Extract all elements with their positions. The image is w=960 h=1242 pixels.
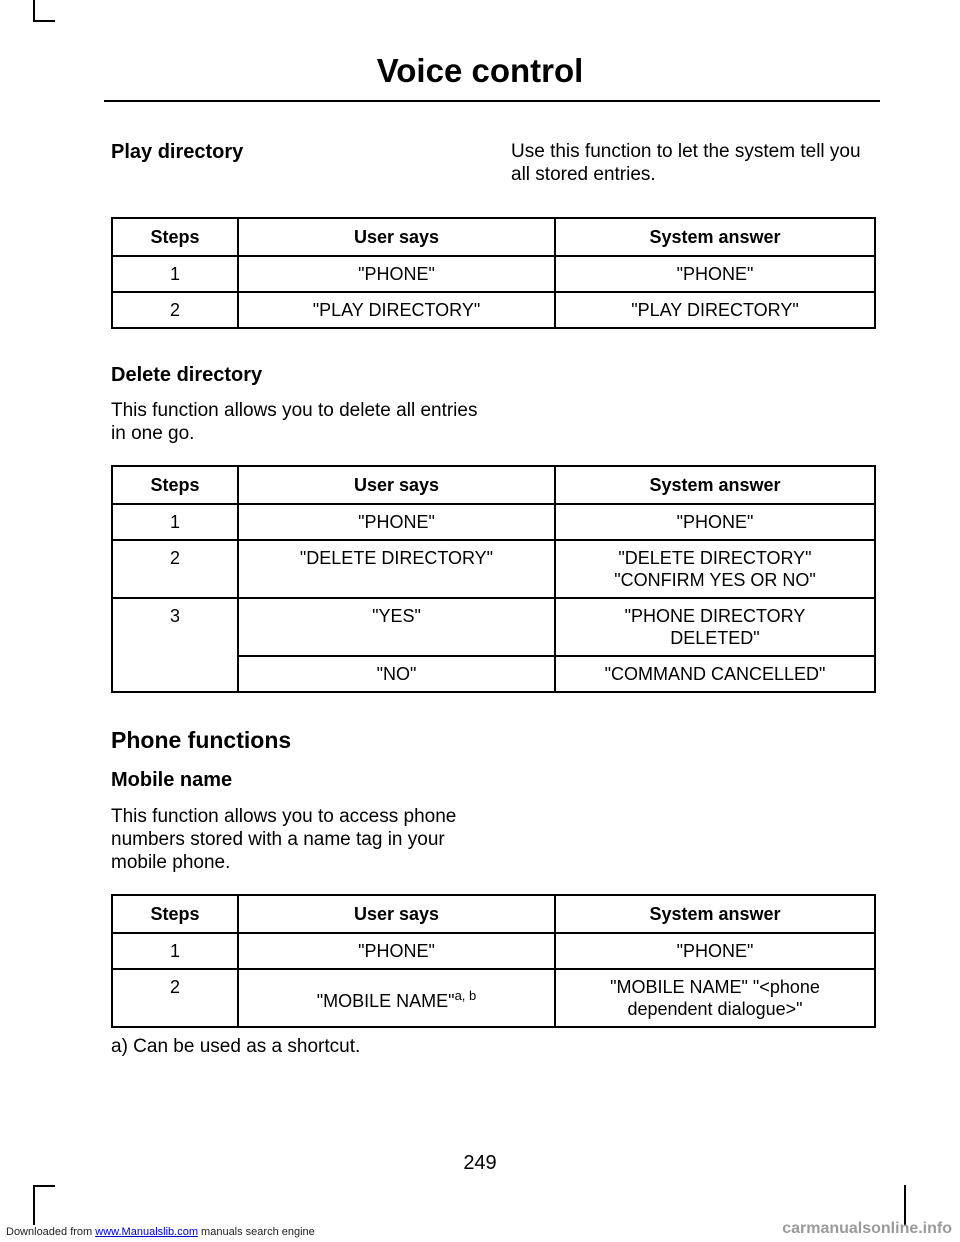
- footer-suffix: manuals search engine: [201, 1226, 315, 1238]
- page-number: 249: [463, 1152, 497, 1174]
- watermark: carmanualsonline.info: [782, 1220, 952, 1237]
- user-says-cell: "PLAY DIRECTORY": [238, 292, 555, 328]
- column-header: Steps: [112, 218, 238, 256]
- table-row: [112, 292, 875, 328]
- table-header-row: [112, 895, 875, 933]
- crop-mark: [33, 0, 35, 22]
- column-header: System answer: [555, 218, 875, 256]
- table-header-row: [112, 218, 875, 256]
- page-title: Voice control: [376, 52, 584, 89]
- column-header: System answer: [555, 466, 875, 504]
- table-row: [112, 969, 875, 1027]
- footnote-ref: a, b: [454, 987, 477, 1003]
- system-answer-cell: "PHONE": [555, 504, 875, 540]
- step-cell: 1: [112, 933, 238, 969]
- system-answer-cell: "MOBILE NAME" "<phone dependent dialogue>": [555, 969, 875, 1027]
- table-row: [112, 933, 875, 969]
- step-cell: 2: [112, 540, 238, 598]
- system-answer-cell: "PLAY DIRECTORY": [555, 292, 875, 328]
- column-header: Steps: [112, 466, 238, 504]
- footer-prefix: Downloaded from: [6, 1226, 93, 1238]
- column-header: System answer: [555, 895, 875, 933]
- crop-mark: [904, 1185, 906, 1225]
- delete-directory-intro: This function allows you to delete all entries in one go.: [111, 400, 478, 444]
- step-cell: 3: [112, 598, 238, 692]
- step-cell: 2: [112, 292, 238, 328]
- user-says-cell: "YES": [238, 598, 555, 656]
- user-says-cell: "PHONE": [238, 256, 555, 292]
- delete-directory-table: [111, 465, 876, 693]
- delete-directory-heading: Delete directory: [111, 364, 263, 386]
- table-row: [112, 598, 875, 656]
- system-answer-cell: "COMMAND CANCELLED": [555, 656, 875, 692]
- crop-mark: [33, 1185, 35, 1225]
- manualslib-link[interactable]: www.Manualslib.com: [95, 1226, 198, 1238]
- user-says-cell: "PHONE": [238, 933, 555, 969]
- user-says-cell: "DELETE DIRECTORY": [238, 540, 555, 598]
- column-header: User says: [238, 466, 555, 504]
- crop-mark: [33, 1185, 55, 1187]
- title-divider: [104, 100, 880, 102]
- table-row: [112, 504, 875, 540]
- mobile-name-table: [111, 894, 876, 1028]
- column-header: User says: [238, 895, 555, 933]
- system-answer-cell: "DELETE DIRECTORY" "CONFIRM YES OR NO": [555, 540, 875, 598]
- column-header: Steps: [112, 895, 238, 933]
- mobile-name-heading: Mobile name: [111, 769, 233, 791]
- user-says-cell: [238, 969, 555, 1027]
- table-row: [112, 540, 875, 598]
- phone-functions-heading: Phone functions: [111, 727, 292, 753]
- download-footer: [6, 1226, 315, 1238]
- step-cell: 1: [112, 504, 238, 540]
- table-header-row: [112, 466, 875, 504]
- footnote: a) Can be used as a shortcut.: [111, 1036, 361, 1057]
- user-says-text: "MOBILE NAME": [316, 990, 455, 1011]
- play-directory-heading: Play directory: [111, 141, 244, 163]
- system-answer-cell: "PHONE": [555, 933, 875, 969]
- table-row: [112, 256, 875, 292]
- play-directory-table: [111, 217, 876, 329]
- user-says-cell: "NO": [238, 656, 555, 692]
- system-answer-cell: "PHONE DIRECTORY DELETED": [555, 598, 875, 656]
- step-cell: 2: [112, 969, 238, 1027]
- user-says-cell: "PHONE": [238, 504, 555, 540]
- step-cell: 1: [112, 256, 238, 292]
- column-header: User says: [238, 218, 555, 256]
- crop-mark: [33, 20, 55, 22]
- play-directory-intro: Use this function to let the system tell you all stored entries.: [511, 141, 861, 185]
- system-answer-cell: "PHONE": [555, 256, 875, 292]
- mobile-name-intro: This function allows you to access phone numbers stored with a name tag in your mobile phone.: [111, 806, 457, 873]
